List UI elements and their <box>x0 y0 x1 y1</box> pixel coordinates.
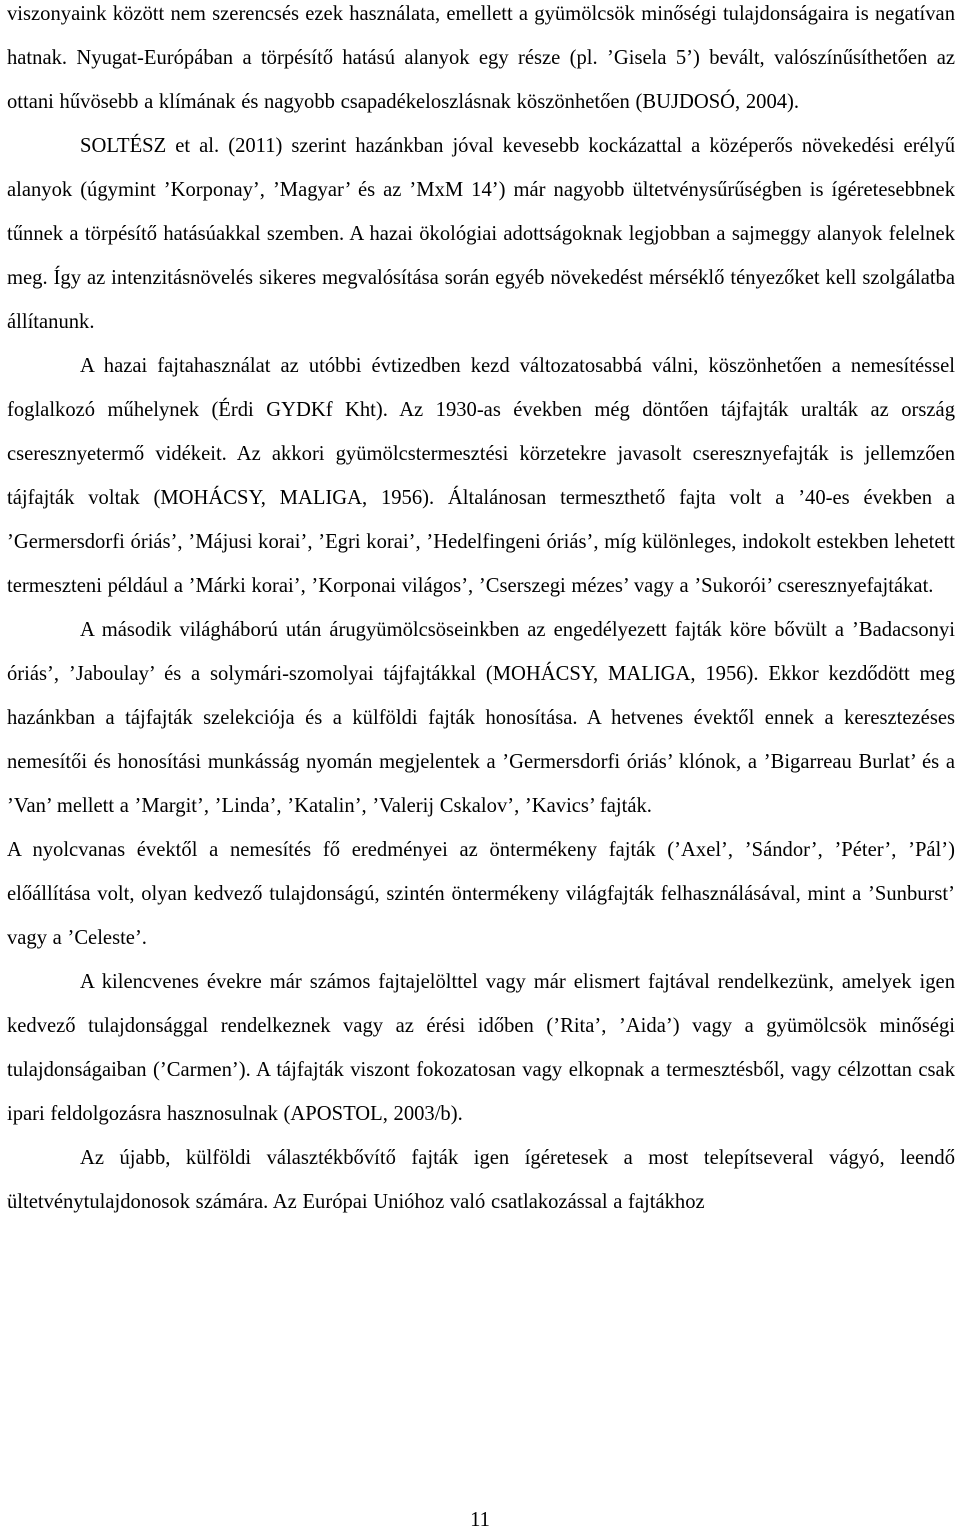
document-page <box>7 0 955 1224</box>
paragraph-1: viszonyaink között nem szerencsés ezek használata, emellett a gyümölcsök minőségi tulajdonságaira is negatívan hatnak. Nyugat-Európában a törpésítő hatású alanyok egy része (pl. ’Gisela 5’) bevált, valószínűsíthetően az ottani hűvösebb a klímának és nagyobb csapadékeloszlásnak köszönhetően (BUJDOSÓ, 2004). <box>7 3 955 113</box>
paragraph-5: A nyolcvanas évektől a nemesítés fő eredményei az öntermékeny fajták (’Axel’, ’Sándor’, ’Péter’, ’Pál’) előállítása volt, olyan kedvező tulajdonságú, szintén öntermékeny világfajták felhasználásával, mint a ’Sunburst’ vagy a ’Celeste’. <box>7 839 955 949</box>
paragraph-2: SOLTÉSZ et al. (2011) szerint hazánkban jóval kevesebb kockázattal a középerős növekedési erélyű alanyok (úgymint ’Korponay’, ’Magyar’ és az ’MxM 14’) már nagyobb ültetvénysűrűségben is ígéretesebbnek tűnnek a törpésítő hatásúakkal szemben. A hazai ökológiai adottságoknak legjobban a sajmeggy alanyok felelnek meg. Így az intenzitásnövelés sikeres megvalósítása során egyéb növekedést mérséklő tényezőket kell szolgálatba állítanunk. <box>7 135 955 333</box>
paragraph-4: A második világháború után árugyümölcsöseinkben az engedélyezett fajták köre bővült a ’Badacsonyi óriás’, ’Jaboulay’ és a solymári-szomolyai tájfajtákkal (MOHÁCSY, MALIGA, 1956). Ekkor kezdődött meg hazánkban a tájfajták szelekciója és a külföldi fajták honosítása. A hetvenes évektől ennek a keresztezéses nemesítői és honosítási munkásság nyomán megjelentek a ’Germersdorfi óriás’ klónok, a ’Bigarreau Burlat’ és a ’Van’ mellett a ’Margit’, ’Linda’, ’Katalin’, ’Valerij Cskalov’, ’Kavics’ fajták. <box>7 619 955 817</box>
paragraph-6: A kilencvenes évekre már számos fajtajelölttel vagy már elismert fajtával rendelkezünk, amelyek igen kedvező tulajdonsággal rendelkeznek vagy az érési időben (’Rita’, ’Aida’) vagy a gyümölcsök minőségi tulajdonságaiban (’Carmen’). A tájfajták viszont fokozatosan vagy elkopnak a termesztésből, vagy célzottan csak ipari feldolgozásra hasznosulnak (APOSTOL, 2003/b). <box>7 971 955 1125</box>
paragraph-7: Az újabb, külföldi választékbővítő fajták igen ígéretesek a most telepítseveral vágyó, leendő ültetvénytulajdonosok számára. Az Európai Unióhoz való csatlakozással a fajtákhoz <box>7 1147 955 1213</box>
paragraph-3: A hazai fajtahasználat az utóbbi évtizedben kezd változatosabbá válni, köszönhetően a nemesítéssel foglalkozó műhelynek (Érdi GYDKf Kht). Az 1930-as években még döntően tájfajták uralták az ország cseresznyetermő vidékeit. Az akkori gyümölcstermesztési körzetekre javasolt cseresznyefajták is jellemzően tájfajták voltak (MOHÁCSY, MALIGA, 1956). Általánosan termeszthető fajta volt a ’40-es években a ’Germersdorfi óriás’, ’Májusi korai’, ’Egri korai’, ’Hedelfingeni óriás’, míg különleges, indokolt estekben lehetett termeszteni például a ’Márki korai’, ’Korponai világos’, ’Cserszegi mézes’ vagy a ’Sukorói’ cseresznyefajtákat. <box>7 355 955 597</box>
page-number: 11 <box>470 1509 490 1531</box>
